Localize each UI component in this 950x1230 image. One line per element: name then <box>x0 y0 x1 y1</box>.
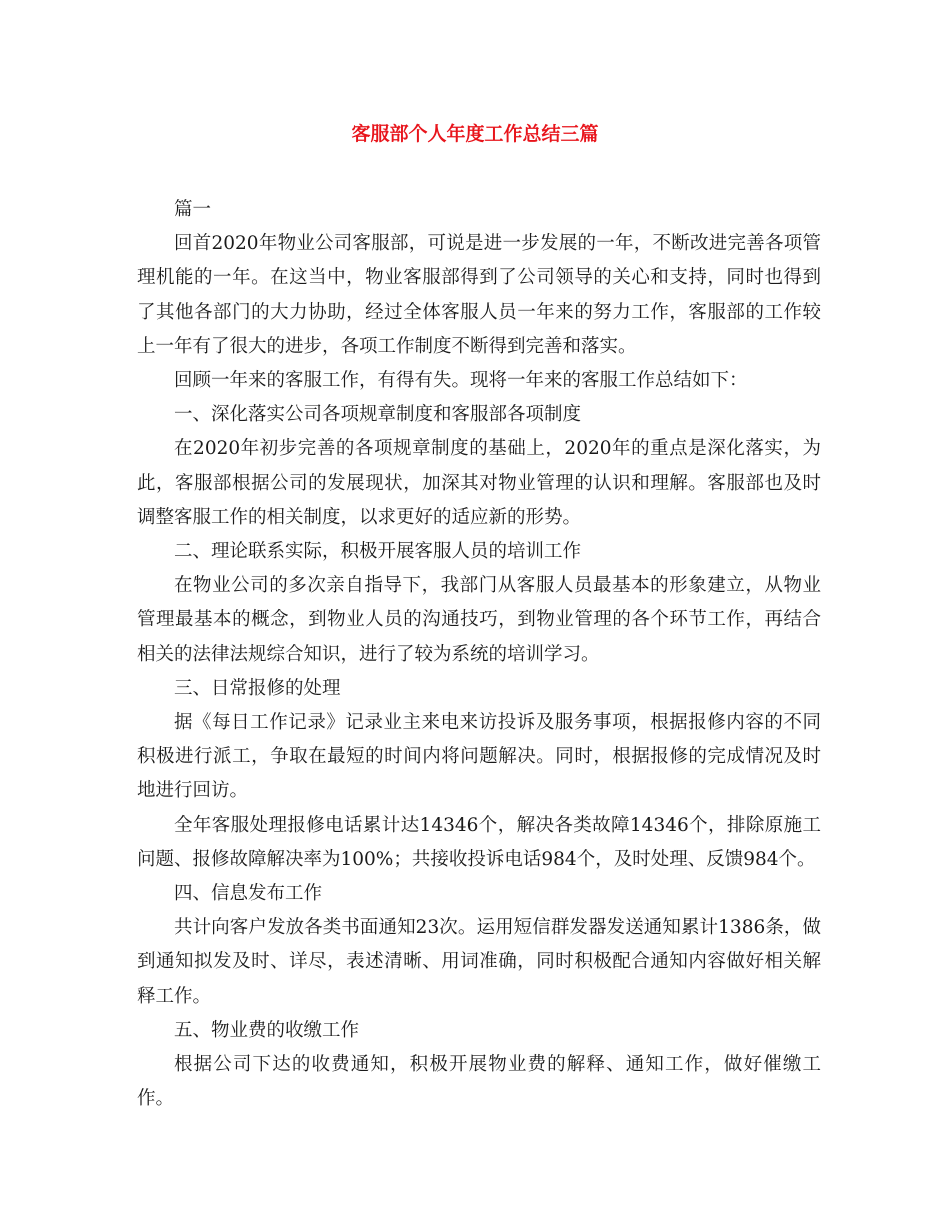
section-5-paragraph: 根据公司下达的收费通知，积极开展物业费的解释、通知工作，做好催缴工作。 <box>137 1054 821 1110</box>
section-3-paragraph-1: 据《每日工作记录》记录业主来电来访投诉及服务事项，根据报修内容的不同积极进行派工，争取在最短的时间内将问题解决。同时，根据报修的完成情况及时地进行回访。 <box>137 712 821 802</box>
section-heading-5: 五、物业费的收缴工作 <box>174 1019 360 1041</box>
section-1-paragraph: 在2020年初步完善的各项规章制度的基础上，2020年的重点是深化落实，为此，客服部根据公司的发展现状，加深其对物业管理的认识和理解。客服部也及时调整客服工作的相关制度，以求更好的适应新的形势。 <box>137 438 821 528</box>
section-heading-3: 三、日常报修的处理 <box>174 677 341 699</box>
document-body <box>137 193 821 1116</box>
section-4-paragraph: 共计向客户发放各类书面通知23次。运用短信群发器发送通知累计1386条，做到通知拟发及时、详尽，表述清晰、用词准确，同时积极配合通知内容做好相关解释工作。 <box>137 917 821 1007</box>
section-2-paragraph: 在物业公司的多次亲自指导下，我部门从客服人员最基本的形象建立，从物业管理最基本的概念，到物业人员的沟通技巧，到物业管理的各个环节工作，再结合相关的法律法规综合知识，进行了较为系统的培训学习。 <box>137 575 821 665</box>
intro-paragraph: 回首2020年物业公司客服部，可说是进一步发展的一年，不断改进完善各项管理机能的一年。在这当中，物业客服部得到了公司领导的关心和支持，同时也得到了其他各部门的大力协助，经过全体客服人员一年来的努力工作，客服部的工作较上一年有了很大的进步，各项工作制度不断得到完善和落实。 <box>137 233 821 357</box>
section-heading-2: 二、理论联系实际，积极开展客服人员的培训工作 <box>174 541 582 563</box>
section-3-paragraph-2: 全年客服处理报修电话累计达14346个，解决各类故障14346个，排除原施工问题、报修故障解决率为100%；共接收投诉电话984个，及时处理、反馈984个。 <box>137 814 821 870</box>
section-heading-4: 四、信息发布工作 <box>174 883 323 905</box>
section-heading-1: 一、深化落实公司各项规章制度和客服部各项制度 <box>174 404 582 426</box>
document-title: 客服部个人年度工作总结三篇 <box>351 123 599 145</box>
section-heading-part-one: 篇一 <box>174 199 212 220</box>
summary-lead-paragraph: 回顾一年来的客服工作，有得有失。现将一年来的客服工作总结如下： <box>174 370 748 392</box>
